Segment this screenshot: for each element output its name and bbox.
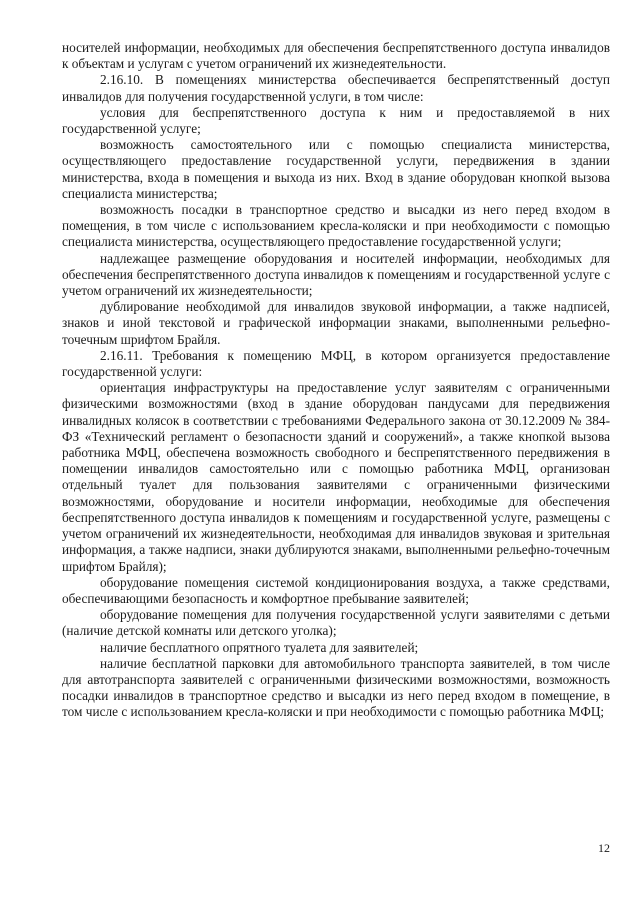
paragraph-list-item: ориентация инфраструктуры на предоставление услуг заявителям с ограниченными физическими возможностями (вход в здание оборудован пандусами для передвижения инвалидных колясок в соответствии с требованиями Федерального закона от 30.12.2009 № 384-ФЗ «Технический регламент о безопасности зданий и сооружений», а также кнопкой вызова работника МФЦ, обеспечена возможность свободного и беспрепятственного передвижения в помещении инвалидов самостоятельно или с помощью работника МФЦ, организован отдельный туалет для пользования заявителями с ограниченными физическими возможностями, оборудование и носители информации, необходимые для обеспечения беспрепятственного доступа инвалидов к помещениям и государственной услуге, размещены с учетом ограничений их жизнедеятельности, необходимая для инвалидов звуковая и зрительная информация, а также надписи, знаки дублируются знаками, выполненными рельефно-точечным шрифтом Брайля); [62,380,610,574]
paragraph-list-item: условия для беспрепятственного доступа к ним и предоставляемой в них государственной услуге; [62,104,610,137]
paragraph-list-item: наличие бесплатного опрятного туалета для заявителей; [100,639,419,655]
document-page [62,40,610,721]
paragraph-list-item: надлежащее размещение оборудования и носителей информации, необходимых для обеспечения беспрепятственного доступа инвалидов к помещениям и государственной услуге с учетом ограничений их жизнедеятельности; [62,250,610,299]
page-number: 12 [598,841,610,855]
paragraph-list-item: наличие бесплатной парковки для автомобильного транспорта заявителей, в том числе для автотранспорта заявителей с ограниченными физическими возможностями, возможность посадки инвалидов в транспортное средство и высадки из него перед входом в помещение, в том числе с использованием кресла-коляски и при необходимости с помощью работника МФЦ; [62,655,610,720]
paragraph-list-item: оборудование помещения системой кондиционирования воздуха, а также средствами, обеспечивающими безопасность и комфортное пребывание заявителей; [62,574,610,606]
paragraph-section-2-16-10: 2.16.10. В помещениях министерства обеспечивается беспрепятственный доступ инвалидов для получения государственной услуги, в том числе: [62,72,610,104]
paragraph-list-item: оборудование помещения для получения государственной услуги заявителями с детьми (наличие детской комнаты или детского уголка); [62,607,610,639]
paragraph-section-2-16-11: 2.16.11. Требования к помещению МФЦ, в котором организуется предоставление государственной услуги: [62,347,610,380]
paragraph-continuation: носителей информации, необходимых для обеспечения беспрепятственного доступа инвалидов к объектам и услугам с учетом ограничений их жизнедеятельности. [62,40,610,72]
paragraph-list-item: возможность самостоятельного или с помощью специалиста министерства, осуществляющего предоставление государственной услуги, передвижения в здании министерства, входа в помещения и выхода из них. Вход в здание оборудован кнопкой вызова специалиста министерства; [62,137,610,201]
paragraph-list-item: возможность посадки в транспортное средство и высадки из него перед входом в помещения, в том числе с использованием кресла-коляски и при необходимости с помощью специалиста министерства, осуществляющего предоставление государственной услуги; [62,202,610,250]
paragraph-list-item: дублирование необходимой для инвалидов звуковой информации, а также надписей, знаков и иной текстовой и графической информации знаками, выполненными рельефно-точечным шрифтом Брайля. [62,299,610,347]
